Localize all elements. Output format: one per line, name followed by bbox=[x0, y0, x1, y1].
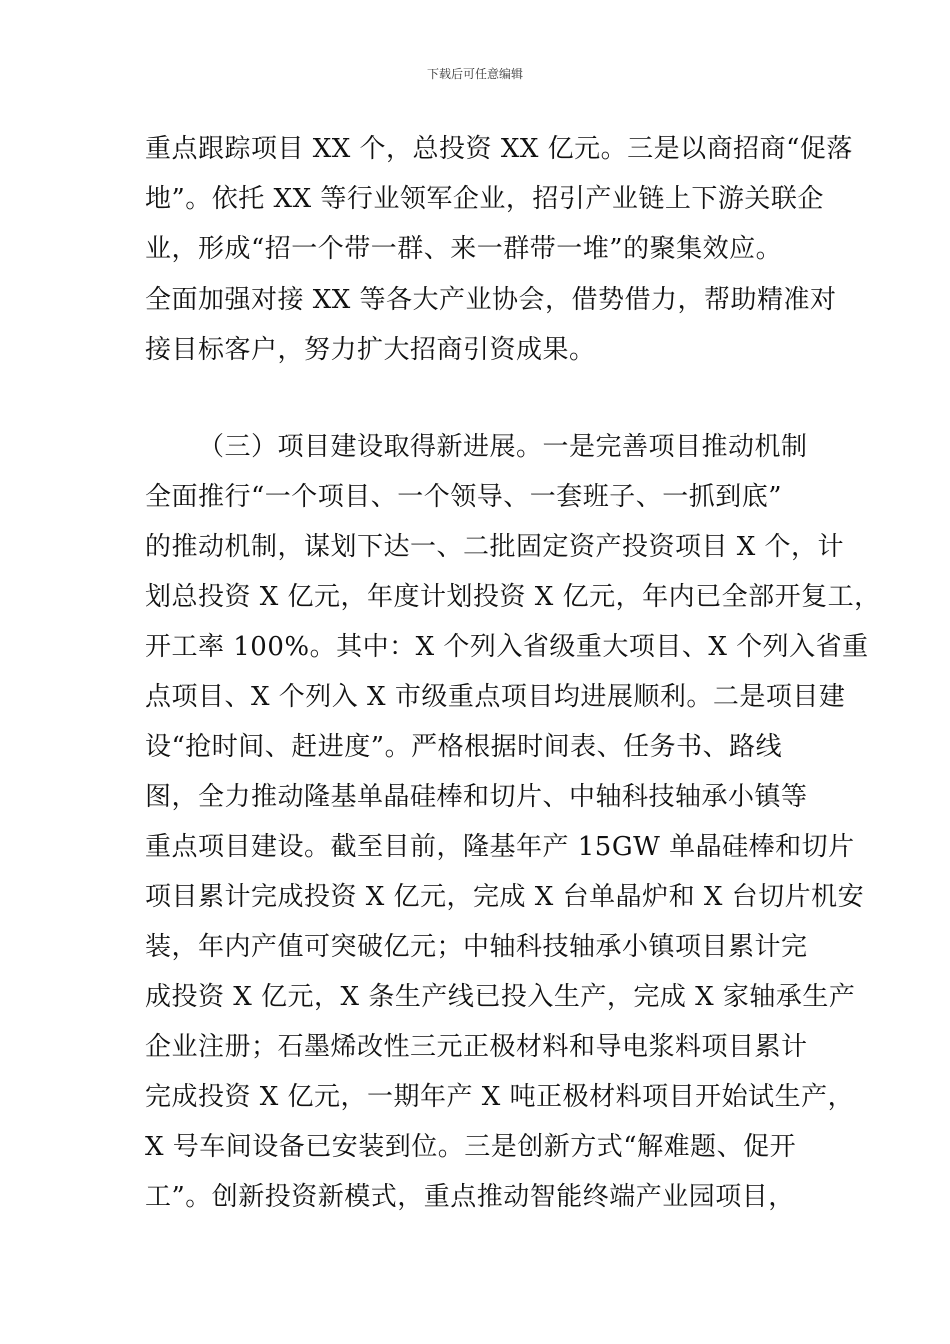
text-line: 划总投资 X 亿元，年度计划投资 X 亿元，年内已全部开复工， bbox=[145, 582, 881, 612]
text-line: 的推动机制，谋划下达一、二批固定资产投资项目 X 个，计 bbox=[145, 532, 845, 562]
page-header: 下载后可任意编辑 bbox=[426, 67, 523, 81]
text-line: 重点项目建设。截至目前，隆基年产 15GW 单晶硅棒和切片 bbox=[145, 832, 855, 862]
text-line: 业，形成“招一个带一群、来一群带一堆”的聚集效应。 bbox=[145, 234, 783, 264]
text-line: 工”。创新投资新模式，重点推动智能终端产业园项目， bbox=[145, 1182, 795, 1212]
text-line: 设“抢时间、赶进度”。严格根据时间表、任务书、路线 bbox=[145, 732, 783, 762]
text-line: 企业注册；石墨烯改性三元正极材料和导电浆料项目累计 bbox=[145, 1032, 808, 1062]
text-line: 开工率 100%。其中：X 个列入省级重大项目、X 个列入省重 bbox=[145, 632, 869, 662]
text-line: 项目累计完成投资 X 亿元，完成 X 台单晶炉和 X 台切片机安 bbox=[145, 882, 865, 912]
text-line: 点项目、X 个列入 X 市级重点项目均进展顺利。二是项目建 bbox=[145, 682, 846, 712]
text-line: 图，全力推动隆基单晶硅棒和切片、中轴科技轴承小镇等 bbox=[145, 782, 808, 812]
text-line: 地”。依托 XX 等行业领军企业，招引产业链上下游关联企 bbox=[145, 184, 824, 214]
section-heading-line: （三）项目建设取得新进展。一是完善项目推动机制 bbox=[198, 432, 808, 462]
text-line: 完成投资 X 亿元，一期年产 X 吨正极材料项目开始试生产， bbox=[145, 1082, 855, 1112]
text-line: X 号车间设备已安装到位。三是创新方式“解难题、促开 bbox=[145, 1132, 797, 1162]
text-line: 全面推行“一个项目、一个领导、一套班子、一抓到底” bbox=[145, 482, 783, 512]
text-line: 接目标客户，努力扩大招商引资成果。 bbox=[145, 335, 596, 365]
text-line: 全面加强对接 XX 等各大产业协会，借势借力，帮助精准对 bbox=[145, 285, 837, 315]
text-line: 成投资 X 亿元，X 条生产线已投入生产，完成 X 家轴承生产 bbox=[145, 982, 856, 1012]
text-line: 重点跟踪项目 XX 个，总投资 XX 亿元。三是以商招商“促落 bbox=[145, 134, 853, 164]
text-line: 装，年内产值可突破亿元；中轴科技轴承小镇项目累计完 bbox=[145, 932, 808, 962]
